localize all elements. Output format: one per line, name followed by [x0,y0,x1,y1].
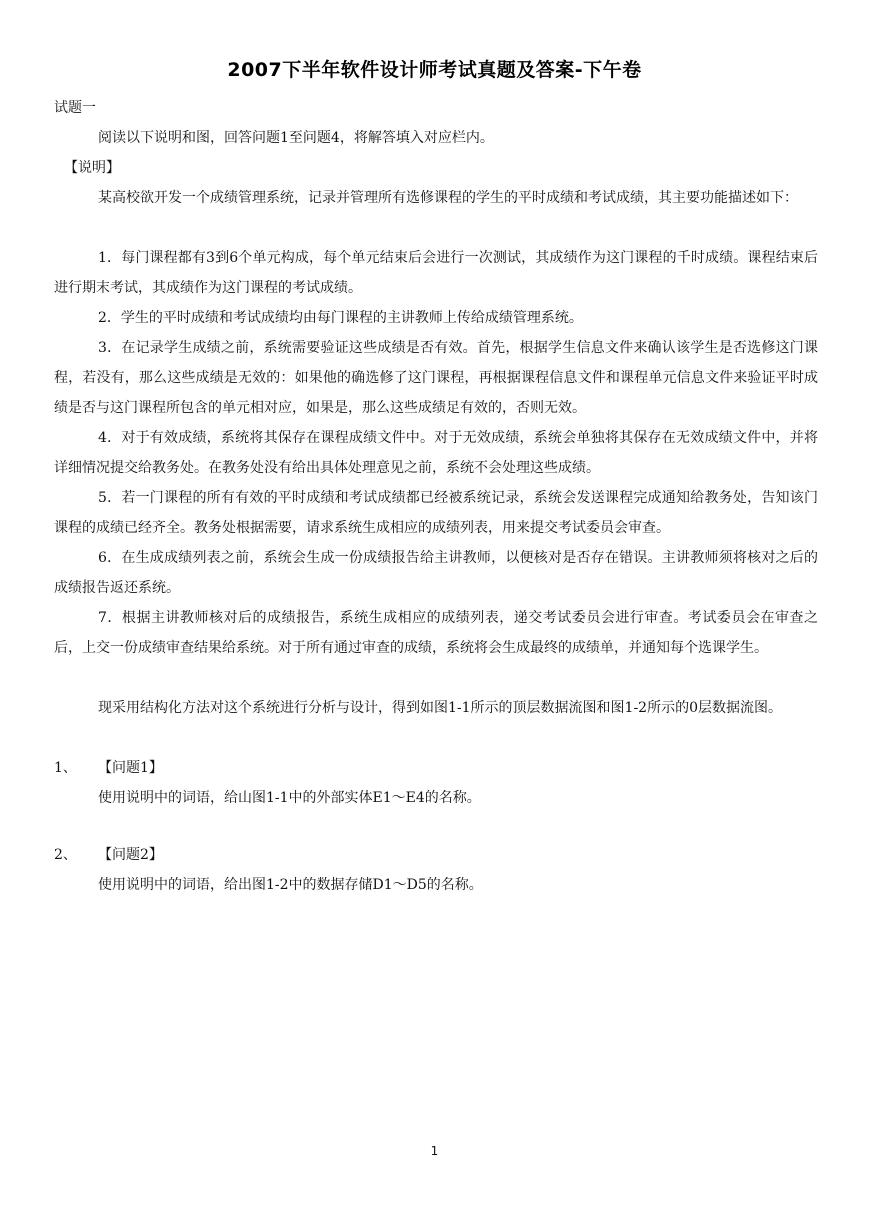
question-2-number: 2、 [54,847,77,863]
paragraph-1: 某高校欲开发一个成绩管理系统，记录并管理所有选修课程的学生的平时成绩和考试成绩，其主要功能描述如下： [98,190,798,206]
paragraph-7: 6．在生成成绩列表之前，系统会生成一份成绩报告给主讲教师，以便核对是否存在错误。主讲教师须将核对之后的成绩报告返还系统。 [54,550,818,596]
question-2-heading [54,840,163,870]
paragraph-4: 3．在记录学生成绩之前，系统需要验证这些成绩是否有效。首先，根据学生信息文件来确认该学生是否选修这门课程，若没有，那么这些成绩是无效的：如果他的确选修了这门课程，再根据课程信息文件和课程单元信息文件来验证平时成绩是否与这门课程所包含的单元相对应，如果是，那么这些成绩足有效的，否则无效。 [54,340,818,416]
question-1-label: 【问题1】 [98,760,163,776]
paragraph-2: 1．每门课程都有3到6个单元构成，每个单元结束后会进行一次测试，其成绩作为这门课程的千时成绩。课程结束后进行期末考试，其成绩作为这门课程的考试成绩。 [54,250,818,296]
question-1-number: 1、 [54,760,77,776]
question-1-heading [54,753,163,783]
paragraph-6: 5．若一门课程的所有有效的平时成绩和考试成绩都已经被系统记录，系统会发送课程完成通知给教务处，告知该门课程的成绩已经齐全。教务处根据需要，请求系统生成相应的成绩列表，用来提交考试委员会审查。 [54,490,818,536]
question-1-text: 使用说明中的词语，给山图1-1中的外部实体E1～E4的名称。 [98,790,481,806]
paragraph-5: 4．对于有效成绩，系统将其保存在课程成绩文件中。对于无效成绩，系统会单独将其保存在无效成绩文件中，并将详细情况提交给教务处。在教务处没有给出具体处理意见之前，系统不会处理这些成绩。 [54,430,818,476]
document-title: 2007下半年软件设计师考试真题及答案-下午卷 [227,59,642,81]
paragraph-9: 现采用结构化方法对这个系统进行分析与设计，得到如图1-1所示的顶层数据流图和图1-2所示的0层数据流图。 [98,700,782,716]
question-2-label: 【问题2】 [98,847,163,863]
intro-text: 阅读以下说明和图，回答问题1至问题4，将解答填入对应栏内。 [98,130,494,146]
question-2-text: 使用说明中的词语，给出图1-2中的数据存储D1～D5的名称。 [98,877,483,893]
page-number: 1 [430,1144,439,1158]
paragraph-3: 2．学生的平时成绩和考试成绩均由每门课程的主讲教师上传给成绩管理系统。 [98,310,583,326]
paragraph-8: 7．根据主讲教师核对后的成绩报告，系统生成相应的成绩列表，递交考试委员会进行审查。考试委员会在审查之后，上交一份成绩审查结果给系统。对于所有通过审查的成绩，系统将会生成最终的成绩单，并通知每个选课学生。 [54,610,818,656]
section-heading: 试题一 [54,100,96,116]
explain-label: 【说明】 [64,160,120,176]
